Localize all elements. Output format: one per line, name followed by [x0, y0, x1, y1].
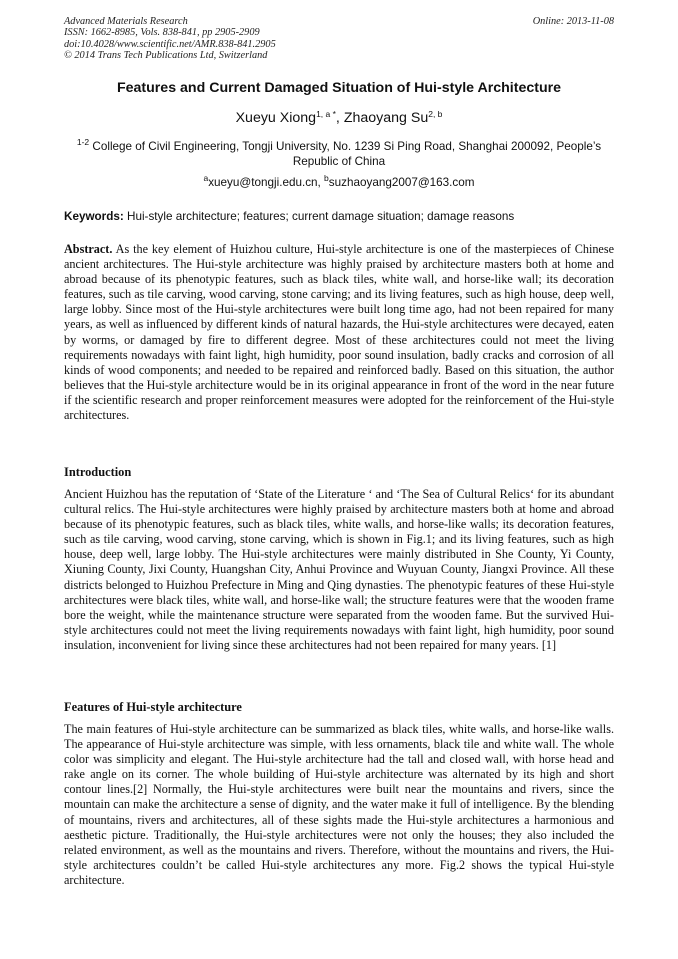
author-name: Zhaoyang Su	[343, 110, 429, 126]
author-superscript: 2, b	[428, 109, 443, 119]
affiliation-text: College of Civil Engineering, Tongji University, No. 1239 Si Ping Road, Shanghai 200092, People’s Republic of China	[92, 140, 602, 168]
author-superscript: 1, a *	[316, 109, 336, 119]
affiliation-superscript: 1-2	[76, 137, 90, 147]
introduction-heading: Introduction	[64, 465, 132, 479]
introduction-paragraph: Ancient Huizhou has the reputation of ‘State of the Literature ‘ and ‘The Sea of Cultural Relics‘ for its abundant cultural relics. The Hui-style architectures were highly praised by architecture masters both at home and abroad because of its phenotypic features, such as black tiles, white walls, and horse-like walls; its decoration features, such as tile carving, wood carving, stone carving, which is shown in Fig.1; and its living features, such as high house, deep well, large lobby. The Hui-style architectures were mainly distributed in She County, Yi County, Xiuning County, Jixi County, Huangshan City, Anhui Province and Wuyuan County, Jiangxi Province. All these districts belonged to Huizhou Prefecture in Ming and Qing dynasties. The phenotypic features of these Hui-style architectures were black tiles, white wall, and horse-like wall; the structure features were that the wooden frame bore the weight, while the maintenance structure were separated from the wooden fame. But the survived Hui-style architectures could not meet the living requirements nowadays with faint light, high humidity, poor sound insulation, inconvenient for living since these architectures had not been repaired for many years. [1]	[64, 487, 614, 652]
issn-line: ISSN: 1662-8985, Vols. 838-841, pp 2905-2909	[64, 27, 260, 39]
email-superscript: b	[324, 173, 329, 183]
author-list	[30, 110, 648, 126]
abstract-text: As the key element of Huizhou culture, Hui-style architecture is one of the masterpieces of Chinese ancient architectures. The Hui-style architecture was highly praised by architecture masters both at home and abroad because of its phenotypic features, such as black tiles, white wall, and horse-like wall; its decoration features, such as tile carving, wood carving, stone carving; and its living features, such as high house, deep well, large lobby. Since most of the Hui-style architectures were built long time ago, had not been repaired for many years, as well as influenced by different kinds of natural hazards, the Hui-style architectures were decayed, eaten by worms, or damaged by fire to different degree. Most of these architectures could not meet the living requirements nowadays with faint light, high humidity, poor sound insulation, badly cracks and corrosion of all kinds of wood components; and needed to be repaired and reinforced badly. Based on this situation, the author believes that the Hui-style architecture would be in its original appearance in front of the word in the near future if the scientific research and proper reinforcement measures were adopted for the reinforcement of the Hui-style architectures.	[64, 242, 614, 423]
abstract	[64, 242, 614, 423]
author-emails	[30, 173, 648, 189]
keywords-text: Hui-style architecture; features; current damage situation; damage reasons	[127, 210, 515, 223]
paper-title: Features and Current Damaged Situation of Hui-style Architecture	[116, 80, 562, 96]
doi-line: doi:10.4028/www.scientific.net/AMR.838-841.2905	[64, 38, 276, 50]
affiliation	[60, 139, 618, 169]
email-separator: ,	[317, 176, 325, 189]
online-date: Online: 2013-11-08	[532, 16, 614, 27]
email-address: suzhaoyang2007@163.com	[328, 176, 475, 189]
journal-name: Advanced Materials Research	[64, 16, 188, 27]
author-name: Xueyu Xiong	[235, 110, 317, 126]
features-heading: Features of Hui-style architecture	[64, 700, 242, 714]
keywords-label: Keywords:	[64, 210, 124, 223]
abstract-label: Abstract.	[64, 242, 113, 256]
keywords	[64, 210, 614, 223]
email-address: xueyu@tongji.edu.cn	[208, 176, 318, 189]
features-paragraph: The main features of Hui-style architecture can be summarized as black tiles, white walls, and horse-like walls. The appearance of Hui-style architecture was simple, with less ornaments, black tile and white wall. The whole color was simplicity and elegant. The Hui-style architecture had the tall and closed wall, with horse head and rake angle on its corner. The whole building of Hui-style architecture was alternated by its high and short contour lines.[2] Normally, the Hui-style architectures were built near the mountains and rivers, since the mountain can make the architecture a sense of dignity, and the water make it full of intelligence. By the blending of mountains, rivers and architectures, all of these sights made the Hui-style architectures a harmonious and aesthetic picture. Traditionally, the Hui-style architectures were not only the houses; they also included the related environment, as well as the mountains and rivers. Therefore, without the mountains and rivers, the Hui-style architectures couldn’t be called Hui-style architectures any more. Fig.2 shows the typical Hui-style architecture.	[64, 722, 614, 887]
author-separator: ,	[335, 110, 344, 126]
journal-header	[64, 16, 276, 62]
copyright-line: © 2014 Trans Tech Publications Ltd, Switzerland	[64, 50, 268, 62]
email-superscript: a	[203, 173, 209, 183]
